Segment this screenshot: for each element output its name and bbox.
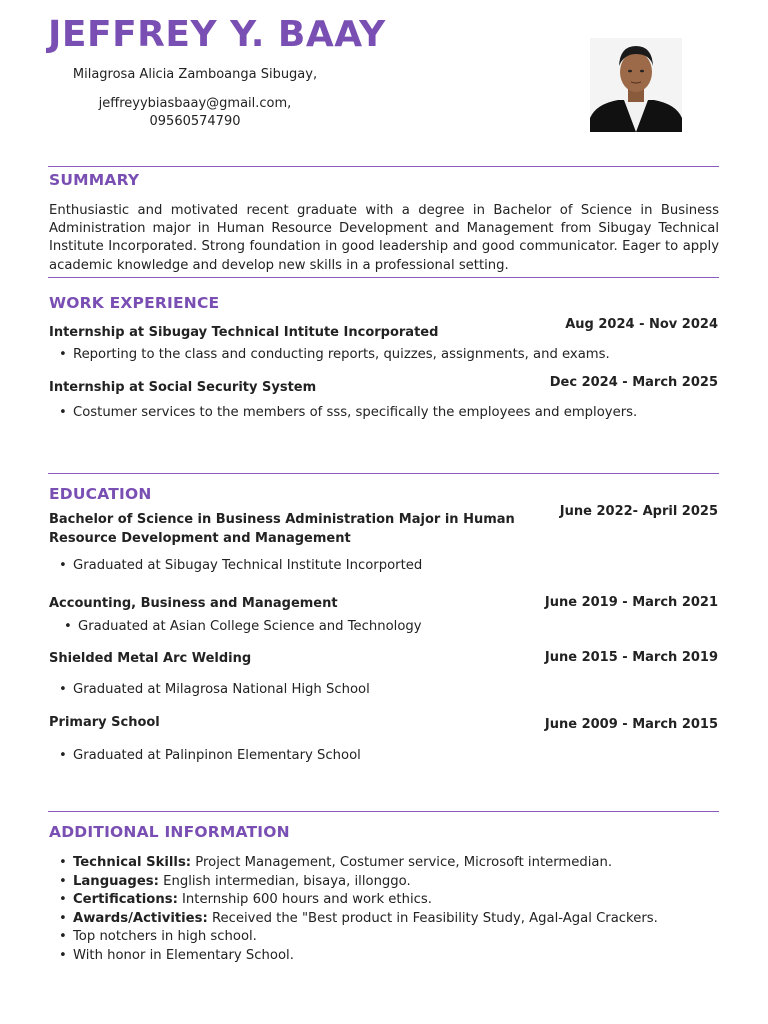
item-text: Received the "Best product in Feasibility Study, Agal-Agal Crackers. xyxy=(207,910,658,926)
list-item xyxy=(59,854,658,873)
education-item-title-line2: Resource Development and Management xyxy=(49,531,351,546)
education-item-date: June 2019 - March 2021 xyxy=(544,595,718,610)
divider xyxy=(48,277,719,278)
summary-text: Enthusiastic and motivated recent graduate with a degree in Bachelor of Science in Business Administration major in Human Resource Development and Management from Sibugay Technical Institute Incorporated. Strong foundation in good leadership and good communicator. Eager to apply academic knowledge and develop new skills in a professional setting. xyxy=(49,203,719,273)
additional-info-heading: ADDITIONAL INFORMATION xyxy=(49,823,290,841)
divider xyxy=(48,811,719,812)
profile-photo-graphic xyxy=(590,38,682,132)
work-item-bullet: • Costumer services to the members of sss, specifically the employees and employers. xyxy=(59,405,637,420)
list-item xyxy=(59,873,658,892)
item-text: English intermedian, bisaya, illonggo. xyxy=(158,873,411,889)
list-item xyxy=(59,947,658,966)
education-item-date: June 2015 - March 2019 xyxy=(544,650,718,665)
education-item-bullet: • Graduated at Sibugay Technical Institute Incorported xyxy=(59,558,422,573)
work-item-date: Dec 2024 - March 2025 xyxy=(549,375,718,390)
item-label: Technical Skills: xyxy=(73,855,192,870)
education-item-title-line1: Bachelor of Science in Business Administration Major in Human xyxy=(49,512,515,527)
work-item-date: Aug 2024 - Nov 2024 xyxy=(565,317,718,332)
education-item-title: Shielded Metal Arc Welding xyxy=(49,651,252,666)
item-label: Certifications: xyxy=(73,892,178,907)
education-item-title: Accounting, Business and Management xyxy=(49,596,338,611)
resume-name: JEFFREY Y. BAAY xyxy=(48,14,386,55)
item-text: Project Management, Costumer service, Microsoft intermedian. xyxy=(191,855,613,870)
work-experience-heading: WORK EXPERIENCE xyxy=(49,294,220,312)
education-item-bullet: • Graduated at Asian College Science and Technology xyxy=(64,619,422,634)
education-item-bullet: • Graduated at Milagrosa National High School xyxy=(59,682,370,697)
contact-email: jeffreyybiasbaay@gmail.com, xyxy=(98,96,292,111)
item-text: Internship 600 hours and work ethics. xyxy=(177,892,432,907)
contact-address: Milagrosa Alicia Zamboanga Sibugay, xyxy=(72,67,318,82)
list-item xyxy=(59,891,658,910)
divider xyxy=(48,166,719,167)
education-item-title: Primary School xyxy=(49,715,160,730)
item-label: Awards/Activities: xyxy=(73,910,208,926)
work-item-title: Internship at Social Security System xyxy=(49,380,317,395)
list-item xyxy=(59,928,658,947)
work-item-bullet: • Reporting to the class and conducting reports, quizzes, assignments, and exams. xyxy=(59,347,610,362)
education-item-bullet: • Graduated at Palinpinon Elementary School xyxy=(59,748,361,763)
contact-phone: 09560574790 xyxy=(149,114,241,129)
profile-photo xyxy=(590,38,682,132)
education-item-date: June 2022- April 2025 xyxy=(559,504,718,519)
divider xyxy=(48,473,719,474)
additional-info-list xyxy=(59,854,658,965)
item-label: Languages: xyxy=(73,873,159,889)
list-item xyxy=(59,910,658,929)
item-text: Top notchers in high school. xyxy=(73,929,257,944)
education-item-date: June 2009 - March 2015 xyxy=(544,717,718,732)
education-heading: EDUCATION xyxy=(49,485,152,503)
summary-heading: SUMMARY xyxy=(49,171,140,189)
work-item-title: Internship at Sibugay Technical Intitute Incorporated xyxy=(49,325,439,340)
item-text: With honor in Elementary School. xyxy=(73,947,294,963)
